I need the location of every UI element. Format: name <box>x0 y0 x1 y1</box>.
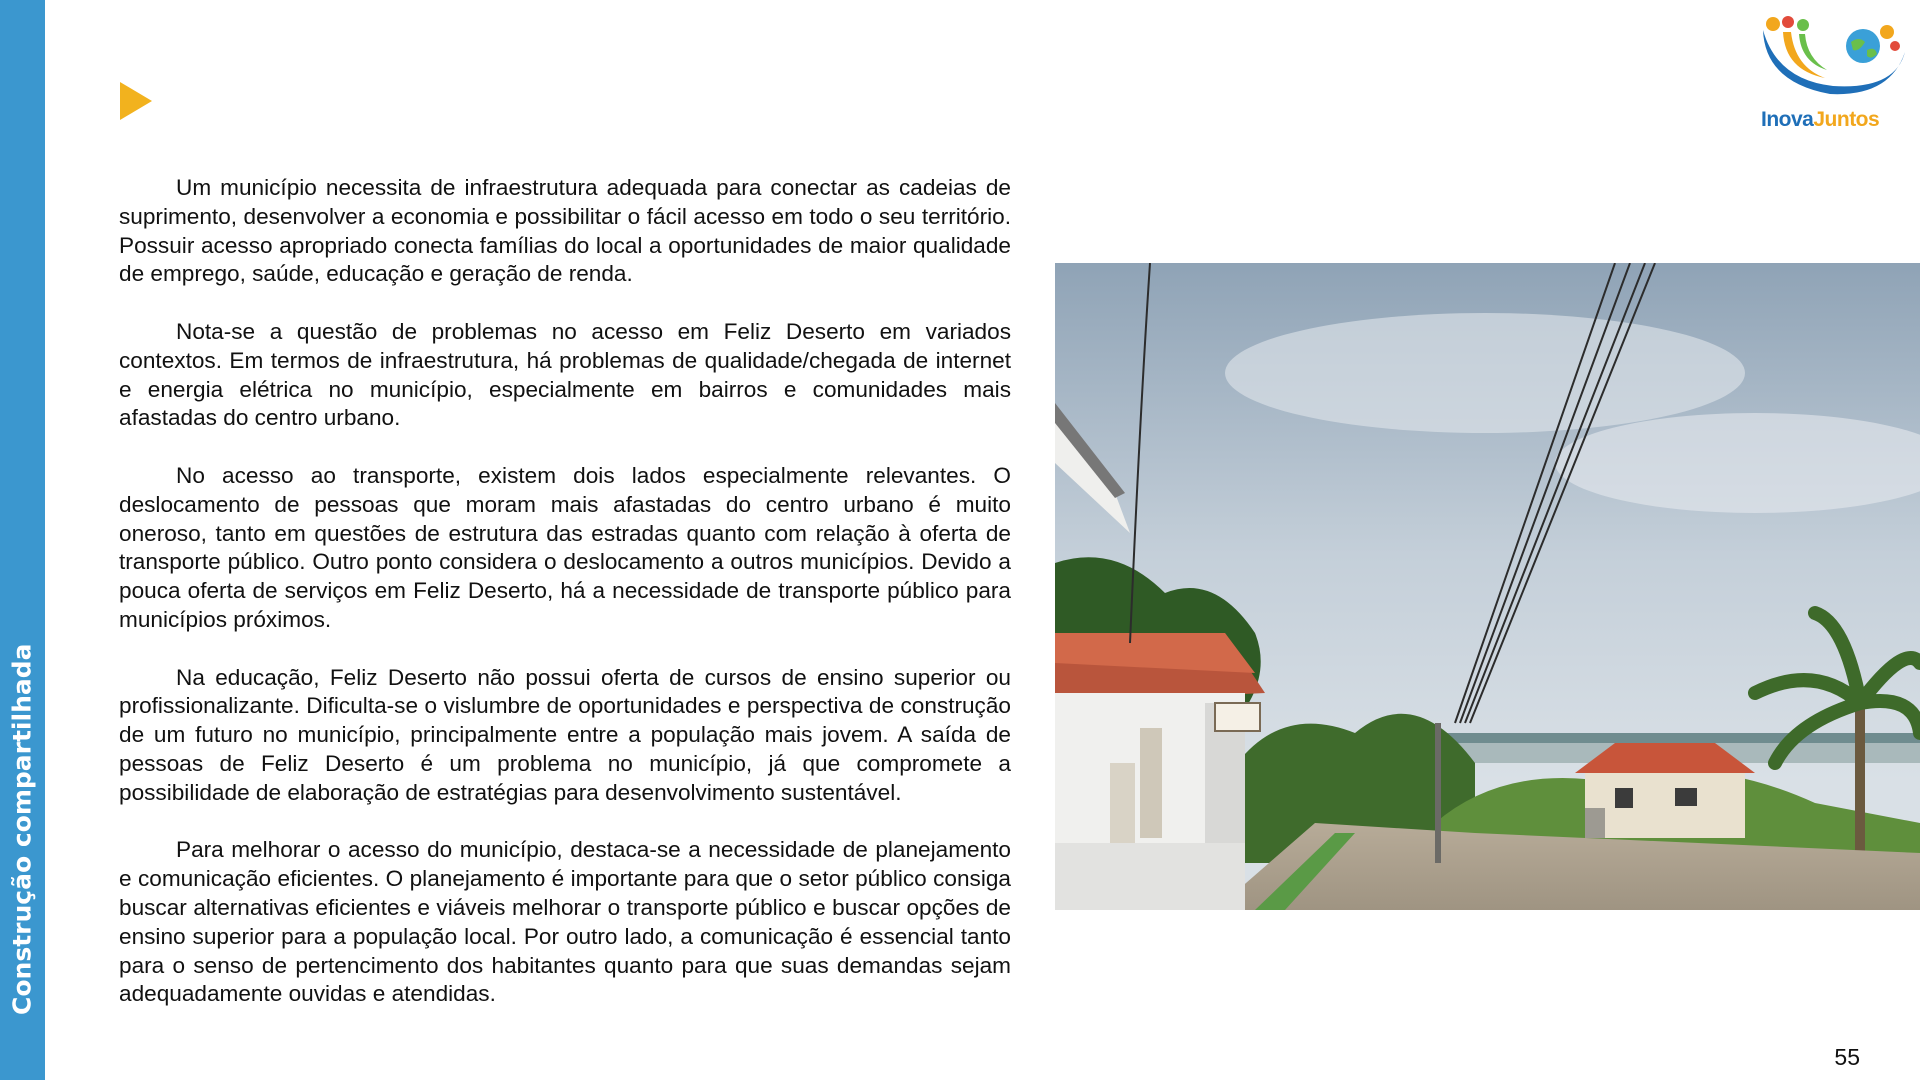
logo-word-inova: Inova <box>1761 108 1814 131</box>
body-text <box>119 174 1011 1009</box>
page-number: 55 <box>1834 1044 1860 1070</box>
paragraph-1: Um município necessita de infraestrutura adequada para conectar as cadeias de suprimento, desenvolver a economia e possibilitar o fácil acesso em todo o seu território. Possuir acesso apropriado conecta famílias do local a oportunidades de maior qualidade de emprego, saúde, educação e geração de renda. <box>119 175 1011 287</box>
logo-wordmark <box>1761 108 1879 132</box>
inova-juntos-logo <box>1755 12 1910 137</box>
sidebar-title: Construção compartilhada <box>7 643 37 1015</box>
paragraph-3: No acesso ao transporte, existem dois lados especialmente relevantes. O deslocamento de pessoas que moram mais afastadas do centro urbano é muito oneroso, tanto em questões de estrutura das estradas quanto com relação à oferta de transporte público. Outro ponto considera o deslocamento a outros municípios. Devido a pouca oferta de serviços em Feliz Deserto, há a necessidade de transporte público para municípios próximos. <box>119 462 1011 632</box>
play-triangle-icon <box>120 82 152 120</box>
paragraph-5: Para melhorar o acesso do município, destaca-se a necessidade de planejamento e comunicação eficientes. O planejamento é importante para que o setor público consiga buscar alternativas eficientes e viáveis melhorar o transporte público e buscar opções de ensino superior para a população local. Por outro lado, a comunicação é essencial tanto para o senso de pertencimento dos habitantes quanto para que suas demandas sejam adequadamente ouvidas e atendidas. <box>119 837 1011 1007</box>
street-photo <box>1055 263 1920 910</box>
logo-emblem-icon <box>1755 12 1910 112</box>
logo-word-juntos: Juntos <box>1813 108 1880 131</box>
paragraph-4: Na educação, Feliz Deserto não possui oferta de cursos de ensino superior ou profissionalizante. Dificulta-se o vislumbre de oportunidades e perspectiva de construção de um futuro no município, principalmente entre a população mais jovem. A saída de pessoas de Feliz Deserto é um problema no município, já que compromete a possibilidade de elaboração de estratégias para desenvolvimento sustentável. <box>119 664 1011 805</box>
paragraph-2: Nota-se a questão de problemas no acesso em Feliz Deserto em variados contextos. Em termos de infraestrutura, há problemas de qualidade/chegada de internet e energia elétrica no município, especialmente em bairros e comunidades mais afastadas do centro urbano. <box>119 318 1011 431</box>
sidebar <box>0 0 45 1080</box>
